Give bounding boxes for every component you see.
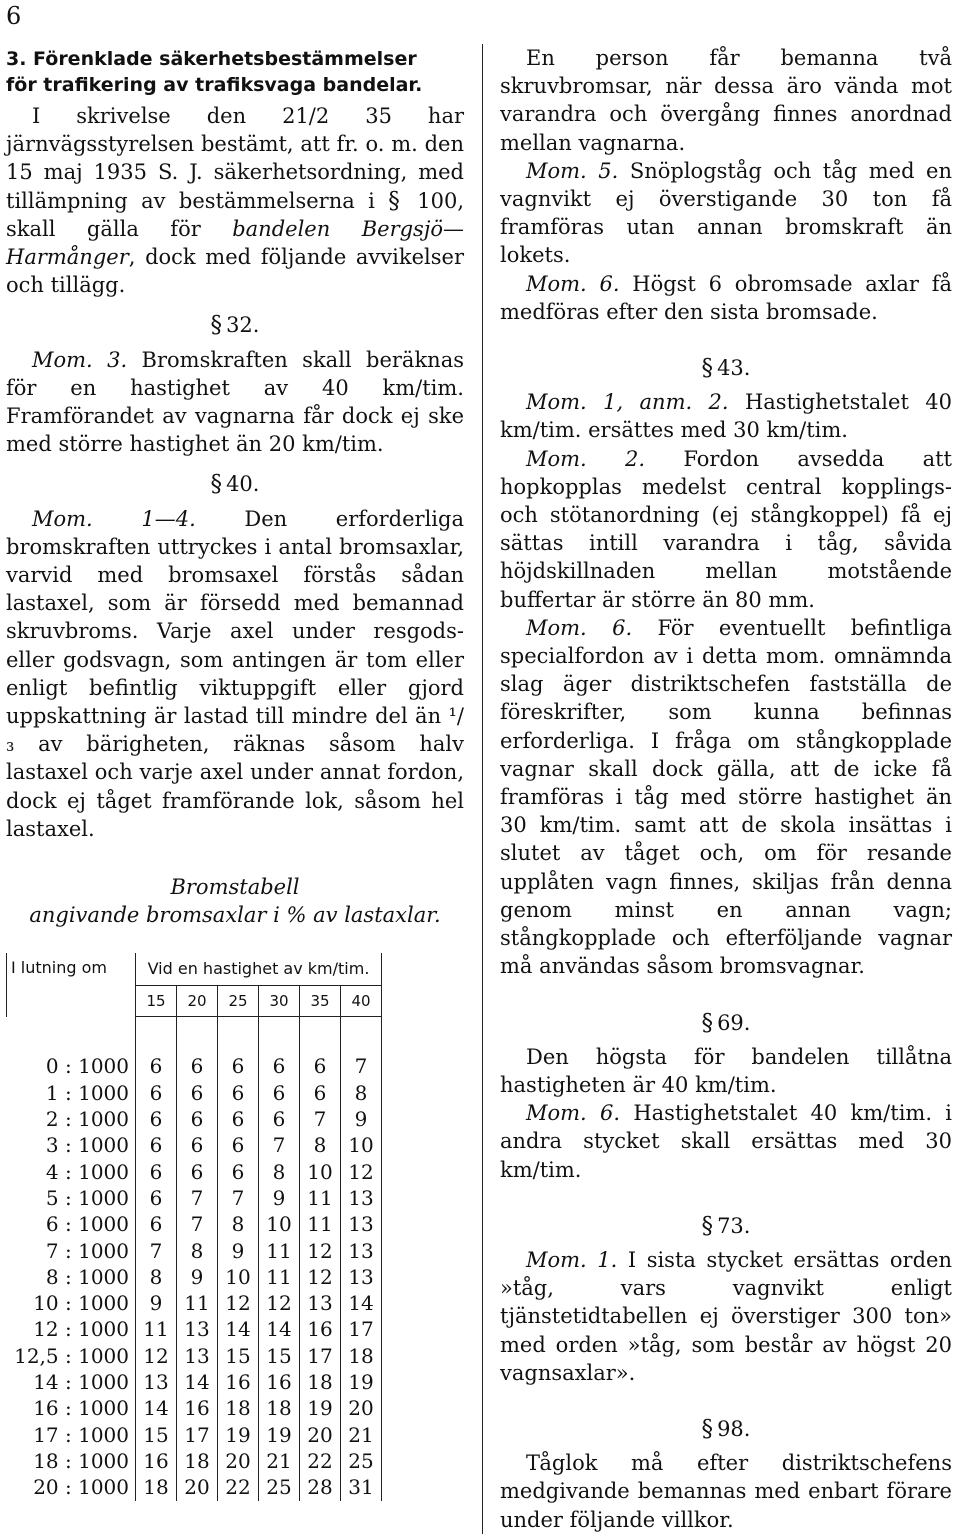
- value-cell: 8: [177, 1238, 218, 1264]
- value-cell: 18: [136, 1474, 177, 1500]
- value-cell: 16: [259, 1369, 300, 1395]
- table-title: Bromstabell: [170, 875, 300, 900]
- value-cell: 6: [218, 1159, 259, 1185]
- value-cell: 7: [136, 1238, 177, 1264]
- gradient-cell: 2 : 1000: [7, 1106, 136, 1132]
- value-cell: 6: [177, 1106, 218, 1132]
- table-row: [7, 1343, 382, 1369]
- section-symbol: §: [701, 1212, 714, 1239]
- value-cell: 9: [259, 1185, 300, 1211]
- value-cell: 6: [136, 1185, 177, 1211]
- value-cell: 12: [300, 1264, 341, 1290]
- mom-label: Mom. 6.: [526, 615, 633, 640]
- section-symbol: §: [701, 355, 714, 382]
- value-cell: 6: [218, 1080, 259, 1106]
- section-40-heading: § 40.: [210, 471, 260, 498]
- value-cell: 19: [218, 1422, 259, 1448]
- table-row: [7, 1185, 382, 1211]
- value-cell: 7: [300, 1106, 341, 1132]
- value-cell: 7: [177, 1185, 218, 1211]
- value-cell: 10: [218, 1264, 259, 1290]
- section-symbol: §: [210, 471, 223, 498]
- value-cell: 16: [136, 1448, 177, 1474]
- mom-label: Mom. 1—4.: [32, 506, 196, 531]
- value-cell: 12: [136, 1343, 177, 1369]
- mom-label: Mom. 1.: [526, 1247, 618, 1272]
- section-43-heading: § 43.: [701, 355, 751, 382]
- value-cell: 13: [177, 1316, 218, 1342]
- bandel-name: bandelen Bergsjö—Harmånger: [6, 216, 464, 270]
- table-row: [7, 1211, 382, 1237]
- section-73-heading: § 73.: [701, 1212, 751, 1239]
- gradient-cell: 17 : 1000: [7, 1422, 136, 1448]
- value-cell: 6: [136, 1106, 177, 1132]
- value-cell: 6: [259, 1106, 300, 1132]
- gradient-cell: 12,5 : 1000: [7, 1343, 136, 1369]
- mom-2-paragraph: Mom. 2. Fordon avsedda att hopkopplas medelst central kopplings- och stötanordning (ej stångkoppel) få ej sättas intill varandra i tåg, såvida höjdskillnaden mellan motstående buffertar är större än 80 mm.: [500, 446, 952, 612]
- value-cell: 8: [218, 1211, 259, 1237]
- value-cell: 7: [259, 1132, 300, 1158]
- gradient-cell: 0 : 1000: [7, 1053, 136, 1079]
- value-cell: 6: [136, 1053, 177, 1079]
- value-cell: 6: [300, 1080, 341, 1106]
- value-cell: 8: [136, 1264, 177, 1290]
- value-cell: 12: [300, 1238, 341, 1264]
- value-cell: 13: [136, 1369, 177, 1395]
- gradient-cell: 3 : 1000: [7, 1132, 136, 1158]
- gradient-cell: 8 : 1000: [7, 1264, 136, 1290]
- value-cell: 16: [218, 1369, 259, 1395]
- value-cell: 19: [259, 1422, 300, 1448]
- mom-label: Mom. 2.: [526, 446, 646, 471]
- mom-1-sista-stycket-paragraph: Mom. 1. I sista stycket ersättas orden »tåg, vars vagnvikt enligt tjänstetidtabellen ej överstiger 300 ton» med orden »tåg, som består av högst 20 vagnsaxlar».: [500, 1247, 952, 1385]
- value-cell: 7: [218, 1185, 259, 1211]
- mom-6-hastighet-paragraph: Mom. 6. Hastighetstalet 40 km/tim. i andra stycket skall ersättas med 30 km/tim.: [500, 1101, 953, 1182]
- gradient-cell: 7 : 1000: [7, 1238, 136, 1264]
- intro-paragraph: I skrivelse den 21/2 35 har järnvägsstyrelsen bestämt, att fr. o. m. den 15 maj 1935 S. J. säkerhetsordning, med tillämpning av bestämmelserna i § 100, skall gälla för bandelen Bergsjö—Harmånger, dock med följande avvikelser och tillägg.: [6, 104, 464, 298]
- value-cell: 12: [341, 1159, 382, 1185]
- value-cell: 14: [177, 1369, 218, 1395]
- gradient-cell: 14 : 1000: [7, 1369, 136, 1395]
- value-cell: 20: [177, 1474, 218, 1500]
- value-cell: 28: [300, 1474, 341, 1500]
- value-cell: 18: [300, 1369, 341, 1395]
- table-body: [7, 1017, 382, 1501]
- mom-label: Mom. 1, anm. 2.: [526, 390, 729, 415]
- taglok-paragraph: Tåglok må efter distriktschefens medgivande bemannas med enbart förare under följande villkor.: [500, 1451, 952, 1532]
- column-divider: [482, 44, 483, 1534]
- value-cell: 12: [259, 1290, 300, 1316]
- gradient-cell: 4 : 1000: [7, 1159, 136, 1185]
- value-cell: 17: [177, 1422, 218, 1448]
- value-cell: 21: [341, 1422, 382, 1448]
- value-cell: 20: [341, 1395, 382, 1421]
- mom-label: Mom. 6.: [526, 271, 620, 296]
- table-row: [7, 1132, 382, 1158]
- mom-3-paragraph: Mom. 3. Bromskraften skall beräknas för en hastighet av 40 km/tim. Framförandet av vagnarna får dock ej ske med större hastighet än 20 km/tim.: [6, 347, 464, 457]
- table-row: [7, 1369, 382, 1395]
- value-cell: 9: [218, 1238, 259, 1264]
- fraction: ¹/₃: [6, 704, 464, 757]
- value-cell: 6: [218, 1053, 259, 1079]
- table-row: [7, 1106, 382, 1132]
- value-cell: 6: [136, 1080, 177, 1106]
- value-cell: 19: [300, 1395, 341, 1421]
- speed-header-cell: 30: [259, 986, 300, 1017]
- value-cell: 6: [218, 1132, 259, 1158]
- mom-label: Mom. 5.: [526, 158, 619, 183]
- value-cell: 8: [259, 1159, 300, 1185]
- gradient-cell: 12 : 1000: [7, 1316, 136, 1342]
- brake-table: [6, 953, 382, 1500]
- value-cell: 13: [341, 1264, 382, 1290]
- value-cell: 10: [300, 1159, 341, 1185]
- table-row: [7, 1290, 382, 1316]
- table-row: [7, 1080, 382, 1106]
- gradient-cell: 10 : 1000: [7, 1290, 136, 1316]
- table-subtitle: angivande bromsaxlar i % av lastaxlar.: [29, 903, 441, 928]
- value-cell: 13: [341, 1211, 382, 1237]
- spacer-row: [7, 1017, 382, 1054]
- value-cell: 6: [136, 1132, 177, 1158]
- value-cell: 15: [136, 1422, 177, 1448]
- value-cell: 17: [341, 1316, 382, 1342]
- value-cell: 17: [300, 1343, 341, 1369]
- value-cell: 14: [136, 1395, 177, 1421]
- value-cell: 13: [341, 1238, 382, 1264]
- value-cell: 6: [177, 1132, 218, 1158]
- value-cell: 15: [218, 1343, 259, 1369]
- value-cell: 10: [341, 1132, 382, 1158]
- value-cell: 12: [218, 1290, 259, 1316]
- value-cell: 7: [177, 1211, 218, 1237]
- speed-header-cell: 40: [341, 986, 382, 1017]
- value-cell: 9: [136, 1290, 177, 1316]
- table-row: [7, 1448, 382, 1474]
- value-cell: 13: [300, 1290, 341, 1316]
- value-cell: 6: [136, 1159, 177, 1185]
- mom-1-4-paragraph: Mom. 1—4. Den erforderliga bromskraften uttryckes i antal bromsaxlar, varvid med bromsaxel förstås sådan lastaxel, som är försedd med bemannad skruvbroms. Varje axel under resgods- eller godsvagn, som antingen är tom eller enligt befintlig viktuppgift eller gjord uppskattning är lastad till mindre del än ¹/₃ av bärigheten, räknas såsom halv lastaxel och varje axel under annat fordon, dock ej tåget framförande lok, såsom hel lastaxel.: [6, 506, 464, 841]
- value-cell: 14: [341, 1290, 382, 1316]
- section-98-heading: § 98.: [701, 1415, 751, 1442]
- value-cell: 22: [218, 1474, 259, 1500]
- value-cell: 14: [259, 1316, 300, 1342]
- value-cell: 16: [177, 1395, 218, 1421]
- value-cell: 13: [341, 1185, 382, 1211]
- value-cell: 8: [341, 1080, 382, 1106]
- left-column: [6, 44, 464, 1501]
- gradient-column-header: I lutning om: [7, 953, 136, 1017]
- value-cell: 18: [341, 1343, 382, 1369]
- value-cell: 8: [300, 1132, 341, 1158]
- mom-5-paragraph: Mom. 5. Snöplogståg och tåg med en vagnvikt ej överstigande 30 ton få framföras utan annan bromskraft än lokets.: [500, 158, 953, 268]
- heading-line-1: 3. Förenklade säkerhetsbestämmelser: [6, 48, 417, 70]
- value-cell: 20: [300, 1422, 341, 1448]
- value-cell: 9: [177, 1264, 218, 1290]
- speed-header-cell: 20: [177, 986, 218, 1017]
- gradient-cell: 18 : 1000: [7, 1448, 136, 1474]
- max-speed-paragraph: Den högsta för bandelen tillåtna hastigheten är 40 km/tim.: [500, 1044, 952, 1097]
- value-cell: 13: [177, 1343, 218, 1369]
- section-symbol: §: [388, 187, 400, 214]
- value-cell: 11: [300, 1185, 341, 1211]
- value-cell: 18: [259, 1395, 300, 1421]
- value-cell: 11: [300, 1211, 341, 1237]
- bemanning-paragraph: En person får bemanna två skruvbromsar, när dessa äro vända mot varandra och övergång finnes anordnad mellan vagnarna.: [500, 46, 952, 155]
- section-symbol: §: [701, 1415, 714, 1442]
- value-cell: 6: [259, 1053, 300, 1079]
- value-cell: 31: [341, 1474, 382, 1500]
- value-cell: 7: [341, 1053, 382, 1079]
- gradient-cell: 6 : 1000: [7, 1211, 136, 1237]
- value-cell: 16: [300, 1316, 341, 1342]
- value-cell: 25: [341, 1448, 382, 1474]
- table-row: [7, 1238, 382, 1264]
- mom-6-paragraph: Mom. 6. Högst 6 obromsade axlar få medföras efter den sista bromsade.: [500, 271, 952, 324]
- gradient-cell: 5 : 1000: [7, 1185, 136, 1211]
- speed-header-cell: 15: [136, 986, 177, 1017]
- table-row: [7, 1159, 382, 1185]
- value-cell: 6: [177, 1053, 218, 1079]
- value-cell: 25: [259, 1474, 300, 1500]
- section-69-heading: § 69.: [701, 1009, 751, 1036]
- value-cell: 9: [341, 1106, 382, 1132]
- mom-label: Mom. 6.: [526, 1101, 621, 1126]
- table-row: [7, 1474, 382, 1500]
- section-heading: [6, 46, 464, 98]
- mom-label: Mom. 3.: [32, 347, 128, 372]
- value-cell: 6: [136, 1211, 177, 1237]
- table-row: [7, 1395, 382, 1421]
- value-cell: 14: [218, 1316, 259, 1342]
- heading-line-2: för trafikering av trafiksvaga bandelar.: [6, 74, 423, 96]
- section-symbol: §: [210, 312, 223, 339]
- speed-header-cell: 25: [218, 986, 259, 1017]
- value-cell: 18: [177, 1448, 218, 1474]
- page-number: 6: [6, 2, 22, 30]
- value-cell: 6: [177, 1080, 218, 1106]
- value-cell: 19: [341, 1369, 382, 1395]
- table-row: [7, 1422, 382, 1448]
- right-column: [500, 44, 952, 1534]
- speed-column-header: Vid en hastighet av km/tim.: [136, 953, 382, 986]
- value-cell: 6: [259, 1080, 300, 1106]
- table-row: [7, 1316, 382, 1342]
- section-32-heading: § 32.: [210, 312, 260, 339]
- value-cell: 21: [259, 1448, 300, 1474]
- section-symbol: §: [701, 1009, 714, 1036]
- value-cell: 6: [177, 1159, 218, 1185]
- gradient-cell: 1 : 1000: [7, 1080, 136, 1106]
- mom-1-anm-2-paragraph: Mom. 1, anm. 2. Hastighetstalet 40 km/tim. ersättes med 30 km/tim.: [500, 390, 952, 443]
- speed-header-cell: 35: [300, 986, 341, 1017]
- value-cell: 15: [259, 1343, 300, 1369]
- value-cell: 11: [136, 1316, 177, 1342]
- value-cell: 6: [218, 1106, 259, 1132]
- value-cell: 10: [259, 1211, 300, 1237]
- value-cell: 11: [259, 1264, 300, 1290]
- gradient-cell: 16 : 1000: [7, 1395, 136, 1421]
- value-cell: 6: [300, 1053, 341, 1079]
- value-cell: 22: [300, 1448, 341, 1474]
- value-cell: 11: [259, 1238, 300, 1264]
- table-row: [7, 1264, 382, 1290]
- table-row: [7, 1053, 382, 1079]
- mom-6-specialfordon-paragraph: Mom. 6. För eventuellt befintliga specialfordon av i detta mom. omnämnda slag äger distriktschefen fastställa de föreskrifter, som kunna befinnas erforderliga. I fråga om stångkopplade vagnar skall dock gälla, att de icke få framföras i tåg med större hastighet än 30 km/tim. samt att de skola insättas i slutet av tåget och, om för resande upplåten vagn finnes, skiljas från denna genom minst en annan vagn; stångkopplade och efterföljande vagnar må användas såsom bromsvagnar.: [500, 615, 953, 979]
- value-cell: 20: [218, 1448, 259, 1474]
- gradient-cell: 20 : 1000: [7, 1474, 136, 1500]
- value-cell: 11: [177, 1290, 218, 1316]
- value-cell: 18: [218, 1395, 259, 1421]
